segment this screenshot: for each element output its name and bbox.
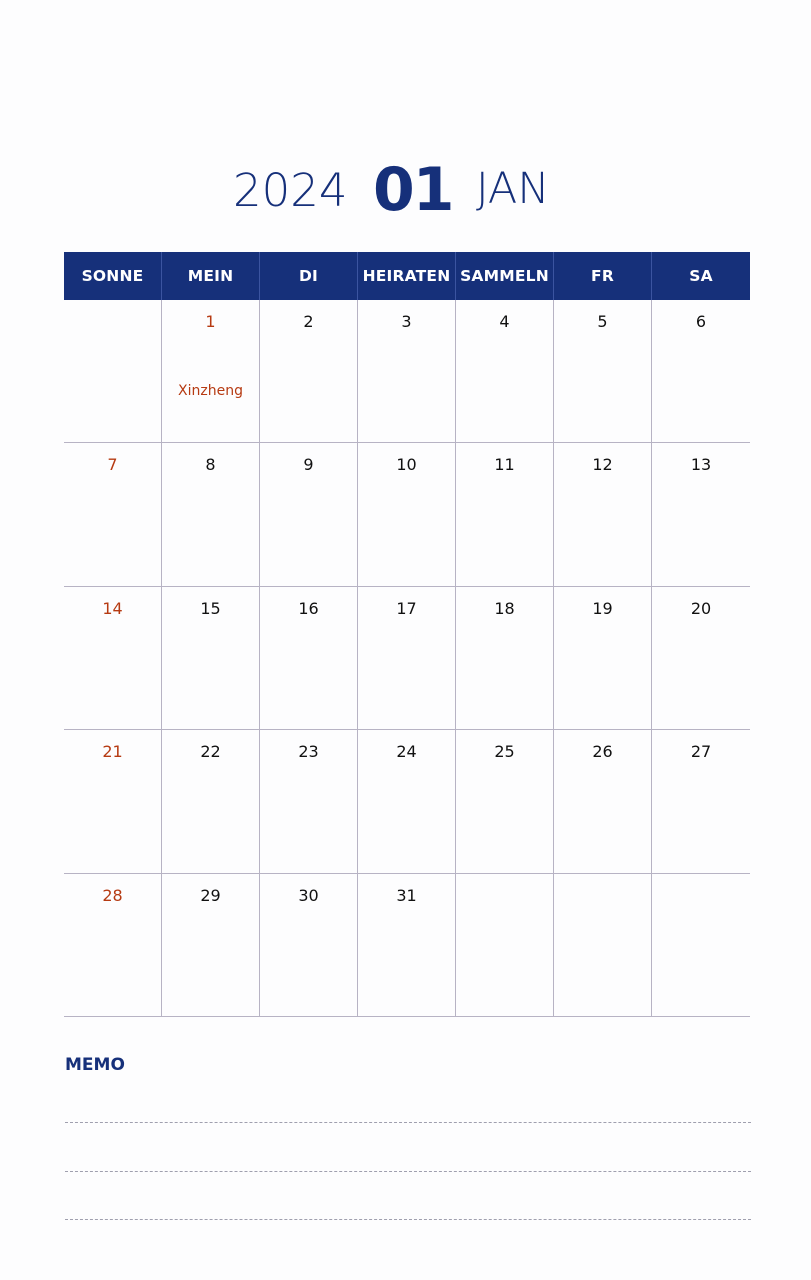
day-cell[interactable] [162, 730, 260, 873]
day-cell[interactable] [162, 443, 260, 586]
day-number: 3 [401, 312, 412, 331]
day-number: 2 [303, 312, 314, 331]
day-number: 9 [303, 455, 314, 475]
empty-day-cell [652, 874, 750, 1017]
day-grid [64, 300, 750, 1017]
day-cell[interactable] [162, 300, 260, 443]
day-cell[interactable] [358, 443, 456, 586]
day-cell[interactable] [64, 587, 162, 730]
day-cell[interactable] [260, 443, 358, 586]
day-cell[interactable] [162, 874, 260, 1017]
weekday-friday: FR [554, 252, 652, 300]
day-number: 14 [102, 598, 123, 618]
day-cell[interactable] [554, 300, 652, 443]
day-cell[interactable] [358, 730, 456, 873]
day-cell[interactable] [554, 443, 652, 586]
holiday-note: Xinzheng [178, 383, 243, 399]
calendar-grid [64, 252, 750, 1017]
day-number: 4 [499, 312, 510, 331]
day-cell[interactable] [652, 300, 750, 443]
day-number: 31 [396, 885, 417, 905]
day-number: 5 [597, 312, 608, 331]
day-cell[interactable] [554, 730, 652, 873]
memo-line[interactable] [65, 1122, 751, 1123]
weekday-saturday: SA [689, 267, 713, 285]
month-number: 01 [373, 155, 453, 225]
day-cell[interactable] [456, 300, 554, 443]
day-number: 22 [200, 742, 221, 762]
day-number: 12 [592, 455, 613, 475]
day-number: 17 [396, 598, 417, 618]
empty-day-cell [64, 300, 162, 443]
day-number: 13 [690, 455, 712, 475]
day-cell[interactable] [358, 874, 456, 1017]
empty-day-cell [456, 874, 554, 1017]
day-number: 16 [298, 598, 319, 618]
day-number: 1 [205, 312, 216, 331]
day-number: 20 [690, 598, 712, 618]
empty-day-cell [554, 874, 652, 1017]
day-number: 6 [695, 312, 707, 331]
day-number: 19 [592, 598, 613, 618]
weekday-tuesday: DI [260, 252, 358, 300]
month-name: JAN [476, 164, 550, 214]
day-number: 26 [592, 742, 613, 762]
day-cell[interactable] [652, 730, 750, 873]
day-cell[interactable] [456, 730, 554, 873]
day-cell[interactable] [456, 443, 554, 586]
day-number: 15 [200, 598, 221, 618]
weekday-sunday: SONNE [64, 252, 162, 300]
day-number: 23 [298, 742, 319, 762]
memo-line[interactable] [65, 1219, 751, 1220]
day-number: 24 [396, 742, 417, 762]
day-number: 25 [494, 742, 515, 762]
day-cell[interactable] [260, 300, 358, 443]
day-number: 8 [205, 455, 216, 475]
memo-line[interactable] [65, 1171, 751, 1172]
weekday-wednesday: HEIRATEN [358, 252, 456, 300]
weekday-monday: MEIN [162, 252, 260, 300]
day-cell[interactable] [64, 874, 162, 1017]
day-number: 10 [396, 455, 417, 475]
day-cell[interactable] [358, 300, 456, 443]
day-cell[interactable] [456, 587, 554, 730]
memo-section [65, 1055, 751, 1075]
day-cell[interactable] [162, 587, 260, 730]
year-label: 2024 [233, 164, 348, 217]
day-cell[interactable] [554, 587, 652, 730]
day-cell[interactable] [652, 587, 750, 730]
day-number: 30 [298, 885, 319, 905]
calendar-title [0, 150, 811, 230]
day-number: 7 [107, 455, 118, 475]
weekday-header [64, 252, 750, 300]
day-cell[interactable] [358, 587, 456, 730]
day-number: 11 [494, 455, 515, 475]
day-number: 28 [102, 885, 123, 905]
day-number: 21 [102, 742, 123, 762]
day-cell[interactable] [652, 443, 750, 586]
weekday-thursday: SAMMELN [456, 252, 554, 300]
day-cell[interactable] [260, 874, 358, 1017]
day-cell[interactable] [260, 587, 358, 730]
day-cell[interactable] [260, 730, 358, 873]
day-number: 29 [200, 885, 221, 905]
day-number: 18 [494, 598, 515, 618]
memo-title: MEMO [65, 1055, 125, 1075]
day-cell[interactable] [64, 730, 162, 873]
day-cell[interactable] [64, 443, 162, 586]
day-number: 27 [690, 742, 712, 762]
